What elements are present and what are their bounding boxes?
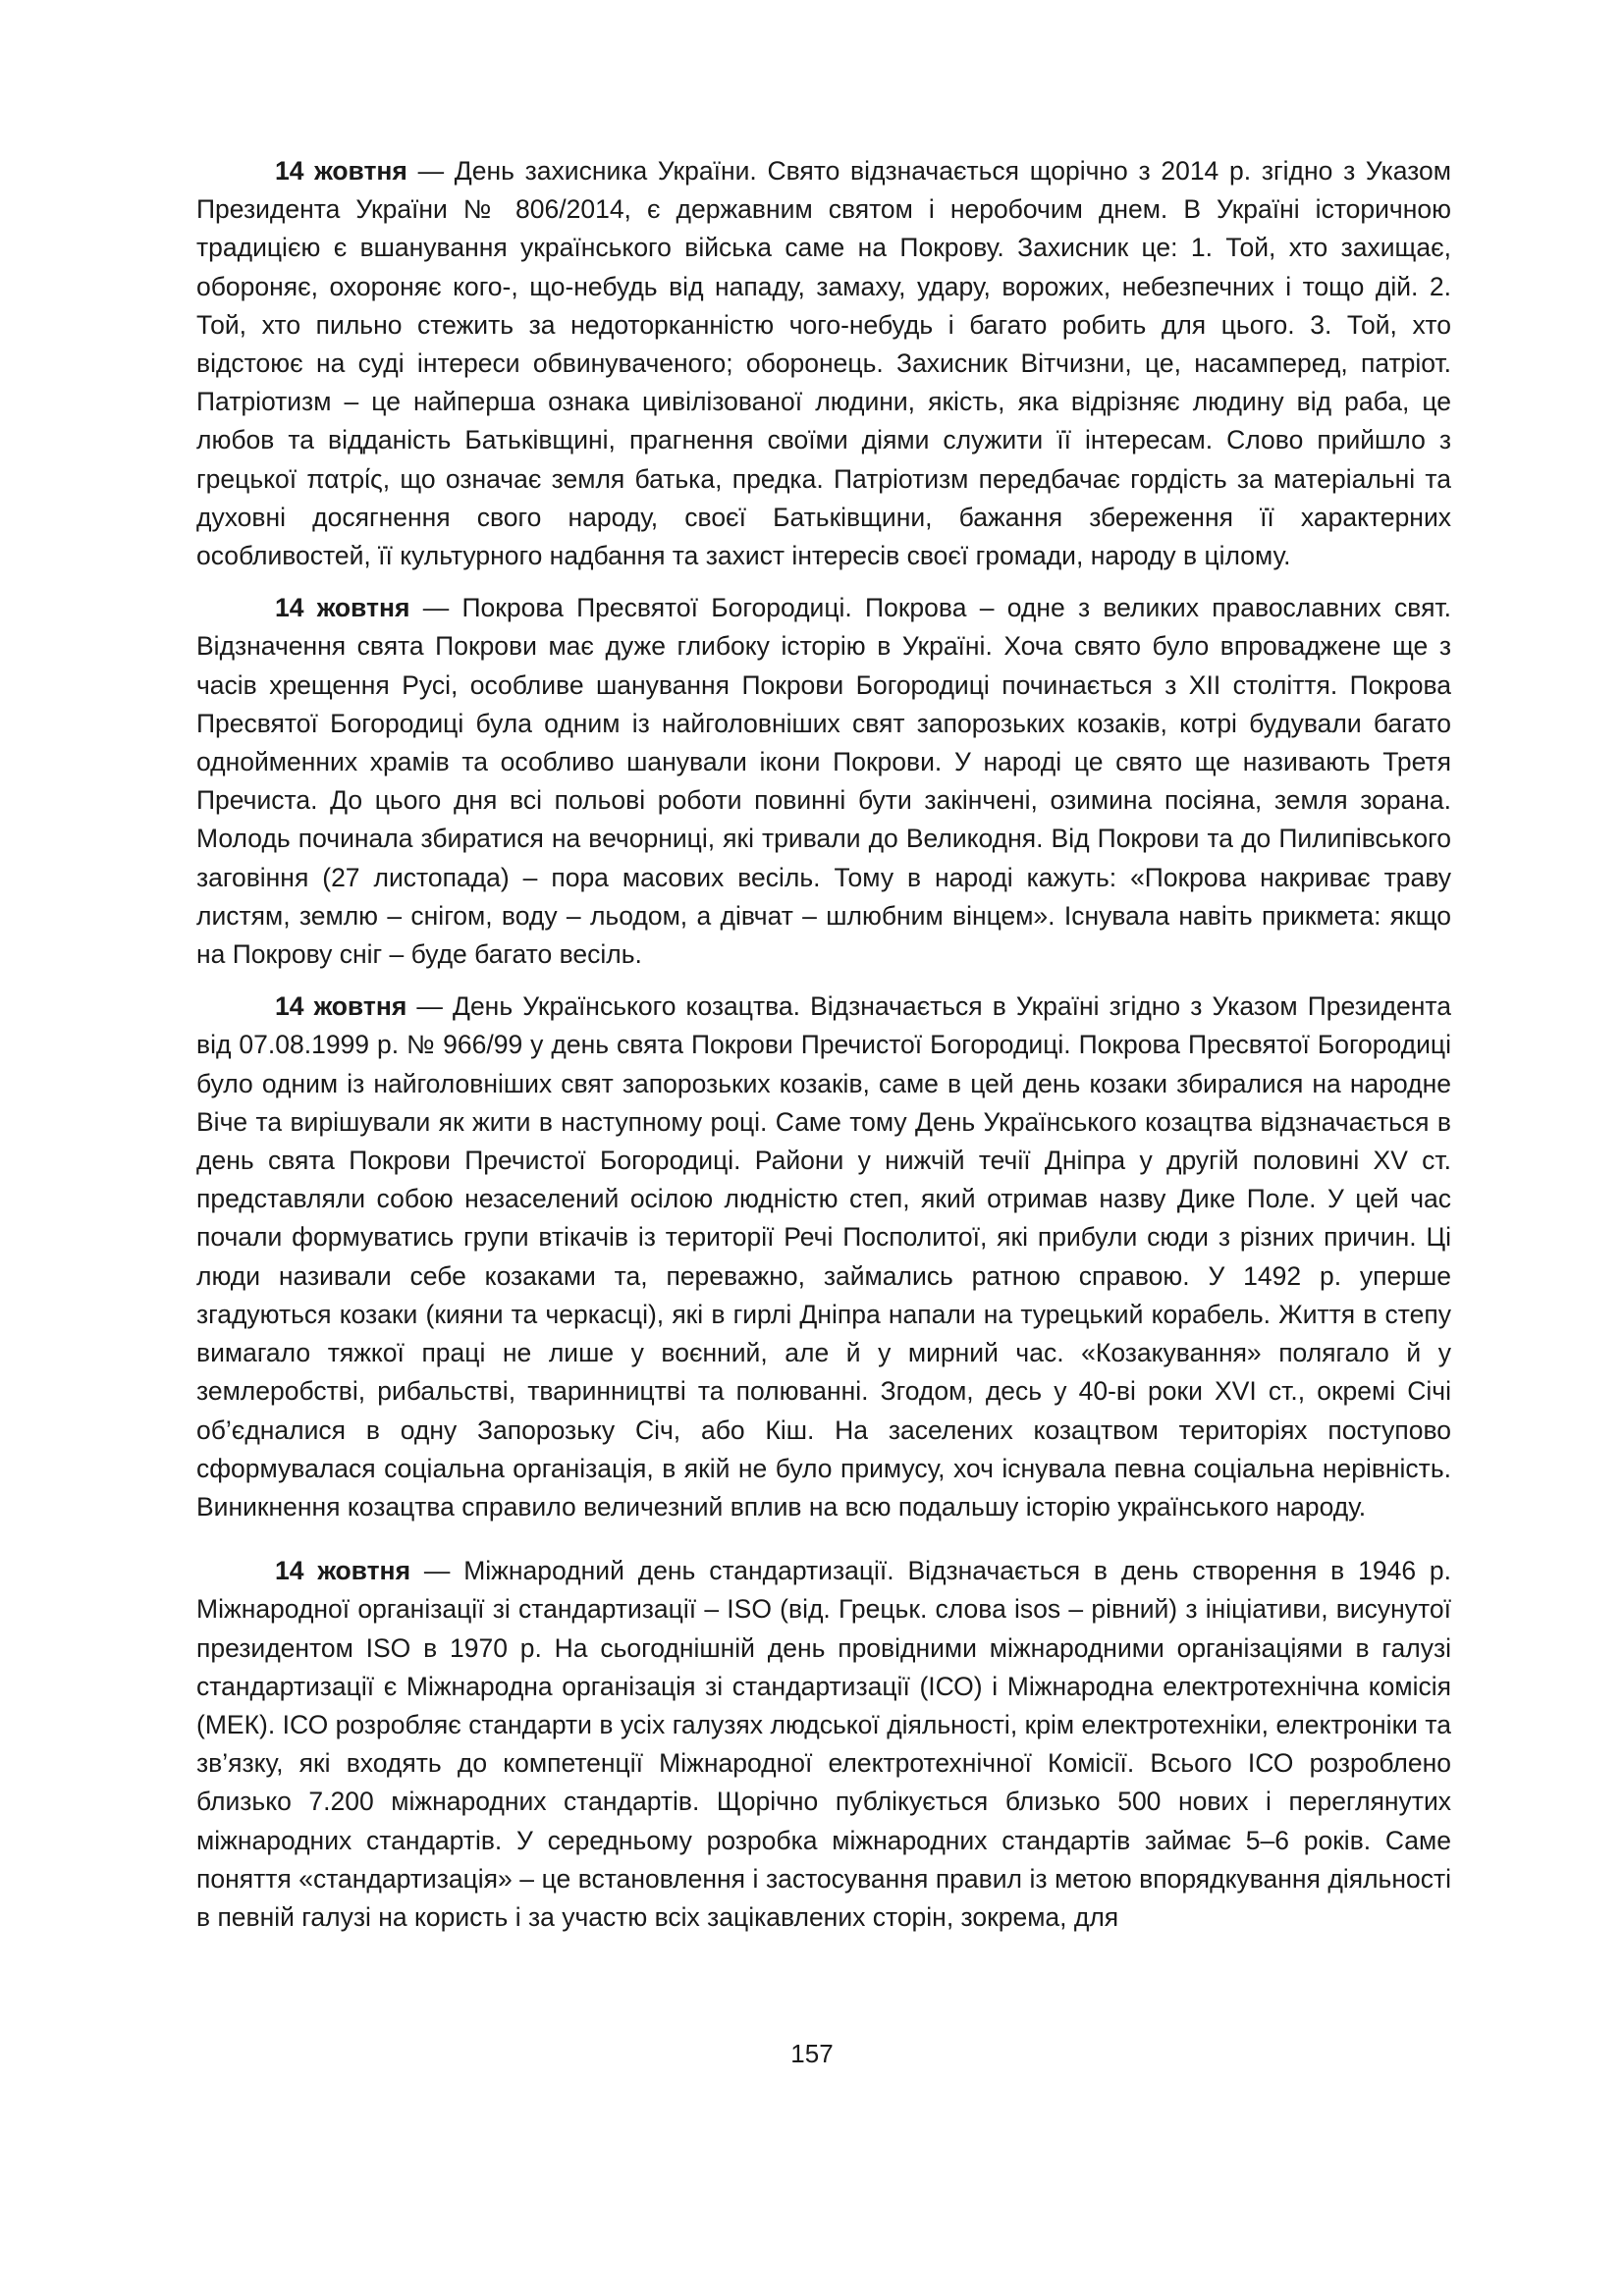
paragraph-date: 14 жовтня: [275, 156, 407, 186]
paragraph-pokrova: [196, 589, 1451, 974]
document-page: [196, 152, 1451, 1950]
page-number: 157: [790, 2039, 834, 2068]
paragraph-text: — День захисника України. Свято відзначається щорічно з 2014 р. згідно з Указом Президента України № 806/2014, є державним святом і неробочим днем. В Україні історичною традицією є вшанування українського війська саме на Покрову. Захисник це: 1. Той, хто захищає, обороняє, охороняє кого-, що-небудь від нападу, замаху, удару, ворожих, небезпечних і тощо дій. 2. Той, хто пильно стежить за недоторканністю чого-небудь і багато робить для цього. 3. Той, хто відстоює на суді інтереси обвинуваченого; оборонець. Захисник Вітчизни, це, насамперед, патріот. Патріотизм – це найперша ознака цивілізованої людини, якість, яка відрізняє людину від раба, це любов та відданість Батьківщині, прагнення своїми діями служити її інтересам. Слово прийшло з грецької πατρίς, що означає земля батька, предка. Патріотизм передбачає гордість за матеріальні та духовні досягнення свого народу, своєї Батьківщини, бажання збереження її характерних особливостей, її культурного надбання та захист інтересів своєї громади, народу в цілому.: [196, 156, 1451, 571]
paragraph-date: 14 жовтня: [275, 593, 410, 623]
paragraph-date: 14 жовтня: [275, 1556, 411, 1586]
paragraph-text: — Покрова Пресвятої Богородиці. Покрова – одне з великих православних свят. Відзначення свята Покрови має дуже глибоку історію в Україні. Хоча свято було впроваджене ще з часів хрещення Русі, особливе шанування Покрови Богородиці починається з XII століття. Покрова Пресвятої Богородиці була одним із найголовніших свят запорозьких козаків, котрі будували багато однойменних храмів та особливо шанували ікони Покрови. У народі це свято ще називають Третя Пречиста. До цього дня всі польові роботи повинні бути закінчені, озимина посіяна, земля зорана. Молодь починала збиратися на вечорниці, які тривали до Великодня. Від Покрови та до Пилипівського заговіння (27 листопада) – пора масових весіль. Тому в народі кажуть: «Покрова накриває траву листям, землю – снігом, воду – льодом, а дівчат – шлюбним вінцем». Існувала навіть прикмета: якщо на Покрову сніг – буде багато весіль.: [196, 593, 1451, 970]
paragraph-text: — День Українського козацтва. Відзначається в Україні згідно з Указом Президента від 07.08.1999 р. № 966/99 у день свята Покрови Пречистої Богородиці. Покрова Пресвятої Богородиці було одним із найголовніших свят запорозьких козаків, саме в цей день козаки збиралися на народне Віче та вирішували як жити в наступному році. Саме тому День Українського козацтва відзначається в день свята Покрови Пречистої Богородиці. Райони у нижчій течії Дніпра у другій половині XV ст. представляли собою незаселений осілою людністю степ, який отримав назву Дике Поле. У цей час почали формуватись групи втікачів із території Речі Посполитої, які прибули сюди з різних причин. Ці люди називали себе козаками та, переважно, займались ратною справою. У 1492 р. уперше згадуються козаки (кияни та черкасці), які в гирлі Дніпра напали на турецький корабель. Життя в степу вимагало тяжкої праці не лише у воєнний, але й у мирний час. «Козакування» полягало й у землеробстві, рибальстві, тваринництві та полюванні. Згодом, десь у 40-ві роки XVI ст., окремі Січі об’єдналися в одну Запорозьку Січ, або Кіш. На заселених козацтвом територіях поступово сформувалася соціальна організація, в якій не було примусу, хоч існувала певна соціальна нерівність. Виникнення козацтва справило величезний вплив на всю подальшу історію українського народу.: [196, 991, 1451, 1522]
paragraph-text: — Міжнародний день стандартизації. Відзначається в день створення в 1946 р. Міжнародної організації зі стандартизації – ISO (від. Грецьк. слова isos – рівний) з ініціативи, висунутої президентом ISO в 1970 р. На сьогоднішній день провідними міжнародними організаціями в галузі стандартизації є Міжнародна організація зі стандартизації (ІСО) і Міжнародна електротехнічна комісія (МЕК). ІСО розробляє стандарти в усіх галузях людської діяльності, крім електротехніки, електроніки та зв’язку, які входять до компетенції Міжнародної електротехнічної Комісії. Всього ІСО розроблено близько 7.200 міжнародних стандартів. Щорічно публікується близько 500 нових і переглянутих міжнародних стандартів. У середньому розробка міжнародних стандартів займає 5–6 років. Саме поняття «стандартизація» – це встановлення і застосування правил із метою впорядкування діяльності в певній галузі на користь і за участю всіх зацікавлених сторін, зокрема, для: [196, 1556, 1451, 1932]
paragraph-cossack-day: [196, 988, 1451, 1526]
paragraph-defender-day: [196, 152, 1451, 575]
paragraph-standardization-day: [196, 1552, 1451, 1937]
paragraph-date: 14 жовтня: [275, 991, 407, 1022]
